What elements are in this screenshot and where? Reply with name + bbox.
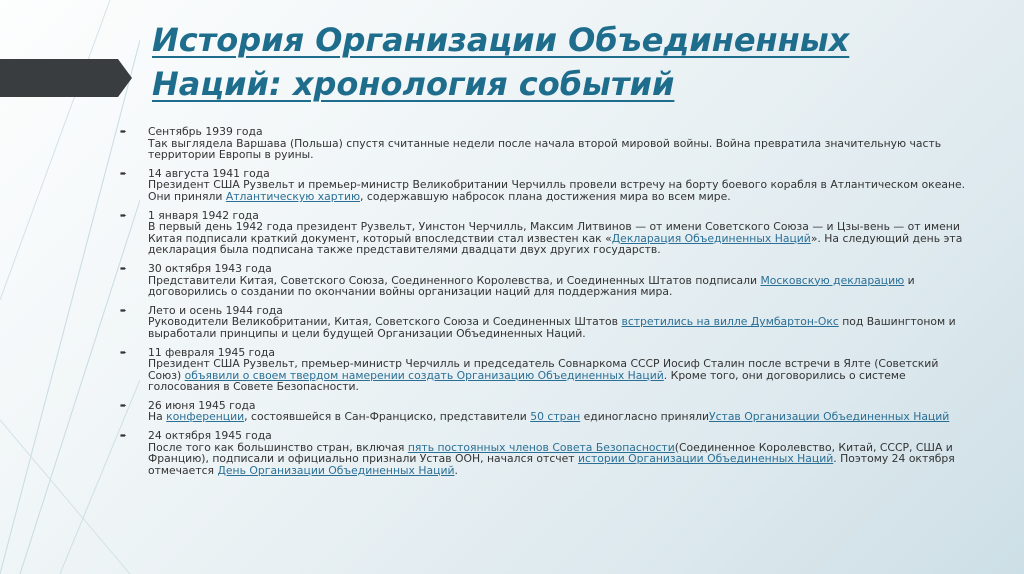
event-text: Президент США Рузвельт, премьер-министр Черчилль и председатель Совнаркома СССР Иосиф Сталин после встречи в Ялте (Советский Союз) <box>148 357 939 382</box>
event-text: Так выглядела Варшава (Польша) спустя считанные недели после начала второй мировой войны. Война превратила значительную часть территории Европы в руины. <box>148 136 942 162</box>
arrow-bullet-icon: ➨ <box>120 431 127 441</box>
event-text: (Соединенное Королевство, Китай, СССР, США и Францию), подписали и официально признали Устав ООН, начался отсчет <box>148 440 953 466</box>
event-link[interactable]: Атлантическую хартию <box>225 189 361 203</box>
arrow-bullet-icon: ➨ <box>120 210 127 220</box>
event-text: . Кроме того, они договорились о системе голосования в Совете Безопасности. <box>148 368 906 394</box>
event-text: под Вашингтоном и выработали принципы и цели будущей Организации Объединенных Наций. <box>148 315 956 340</box>
event-date: 11 февраля 1945 года <box>148 345 275 359</box>
event-text: В первый день 1942 года президент Рузвельт, Уинстон Черчилль, Максим Литвинов — от имени Советского Союза — и Цзы-вень — от имени Китая подписали краткий документ, который впоследствии стал известен как « <box>148 220 960 245</box>
page-title: История Организации Объединенных Наций: хронология событий <box>152 21 850 103</box>
arrow-bullet-icon: ➨ <box>120 127 127 136</box>
event-link[interactable]: Декларация Объединенных Наций <box>611 231 811 245</box>
event-link[interactable]: Устав Организации Объединенных Наций <box>709 410 950 424</box>
event-text: На <box>148 410 167 424</box>
event-item <box>120 210 970 256</box>
event-date: 24 октября 1945 года <box>148 429 272 443</box>
event-text: . Поэтому 24 октября отмечается <box>148 452 955 477</box>
event-link[interactable]: конференции <box>166 410 245 424</box>
event-link[interactable]: 50 стран <box>530 410 581 424</box>
event-text: единогласно приняли <box>580 410 710 424</box>
arrow-bullet-icon: ➨ <box>120 263 127 273</box>
event-list <box>120 126 970 483</box>
event-link[interactable]: объявили о своем твердом намерении создать Организацию Объединенных Наций <box>184 368 664 382</box>
event-item <box>120 430 970 476</box>
event-description <box>148 442 970 477</box>
event-link[interactable]: пять постоянных членов Совета Безопасности <box>407 440 675 454</box>
event-description <box>148 221 970 256</box>
event-text: , состоявшейся в Сан-Франциско, представители <box>244 410 531 424</box>
event-text: ». На следующий день эта декларация была подписана также представителями двадцати двух других государств. <box>148 231 963 257</box>
event-item <box>120 305 970 340</box>
event-date: 26 июня 1945 года <box>148 398 256 412</box>
arrow-bullet-icon: ➨ <box>120 347 127 357</box>
title-arrow-decoration <box>0 59 132 97</box>
event-item <box>120 400 970 423</box>
event-text: После того как большинство стран, включая <box>148 440 408 454</box>
arrow-bullet-icon: ➨ <box>120 168 127 178</box>
event-link[interactable]: истории Организации Объединенных Наций <box>578 452 834 466</box>
event-text: Президент США Рузвельт и премьер-министр Великобритании Черчилль провели встречу на борту боевого корабля в Атлантическом океане. Они приняли <box>148 178 966 203</box>
event-item <box>120 263 970 298</box>
event-text: Руководители Великобритании, Китая, Советского Союза и Соединенных Штатов <box>148 315 622 329</box>
event-description <box>148 411 970 423</box>
event-description <box>148 179 970 202</box>
event-date: Сентябрь 1939 года <box>148 125 263 138</box>
event-text: . <box>454 463 458 477</box>
event-link[interactable]: Московскую декларацию <box>760 273 905 287</box>
event-item <box>120 126 970 161</box>
event-text: , содержавшую набросок плана достижения мира во всем мире. <box>360 189 731 203</box>
arrow-bullet-icon: ➨ <box>120 400 127 410</box>
arrow-bullet-icon: ➨ <box>120 305 127 315</box>
event-description <box>148 358 970 393</box>
event-date: 1 января 1942 года <box>148 208 259 222</box>
event-description <box>148 316 970 339</box>
event-link[interactable]: встретились на вилле Думбартон-Окс <box>621 315 839 329</box>
event-date: 14 августа 1941 года <box>148 166 270 180</box>
event-text: Представители Китая, Советского Союза, Соединенного Королевства, и Соединенных Штатов подписали <box>148 273 761 287</box>
event-description <box>148 138 970 161</box>
event-link[interactable]: День Организации Объединенных Наций <box>217 463 455 477</box>
event-text: и договорились о создании по окончании войны организации наций для поддержания мира. <box>148 273 915 299</box>
event-description <box>148 275 970 298</box>
event-date: 30 октября 1943 года <box>148 261 272 275</box>
event-item <box>120 347 970 393</box>
event-item <box>120 168 970 203</box>
event-date: Лето и осень 1944 года <box>148 303 283 317</box>
